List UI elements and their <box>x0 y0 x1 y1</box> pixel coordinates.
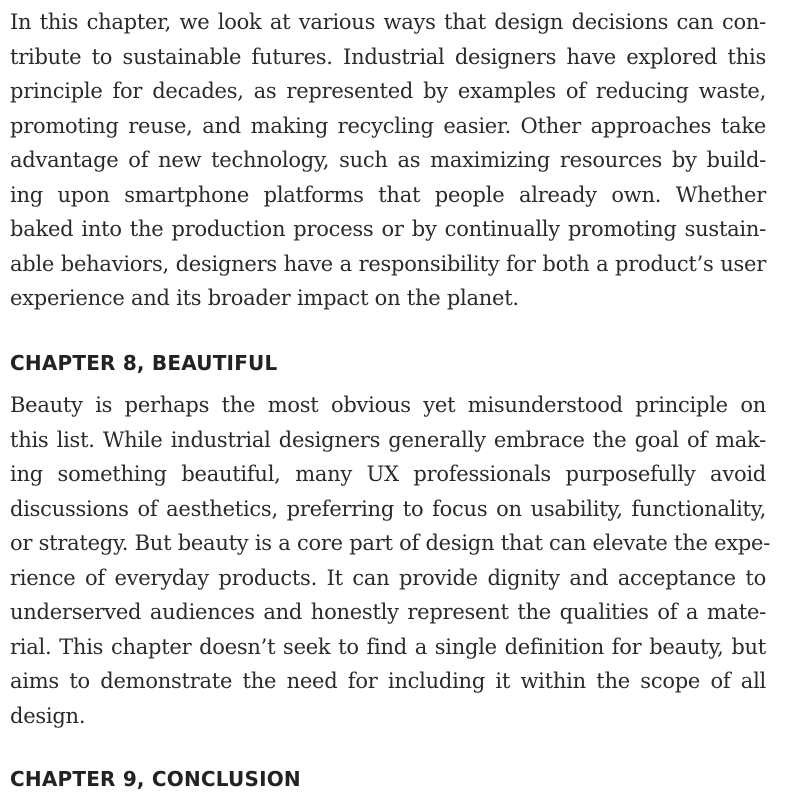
text-line: discussions of aesthetics, preferring to focus on usability, functionality, <box>10 496 766 521</box>
text-line: baked into the production process or by continually promoting sustain- <box>10 217 766 241</box>
chapter-8-heading: CHAPTER 8, BEAUTIFUL <box>10 351 278 375</box>
text-line: In this chapter, we look at various ways that design decisions can con- <box>10 10 766 34</box>
text-line: advantage of new technology, such as maximizing resources by build- <box>10 148 766 172</box>
text-line: Beauty is perhaps the most obvious yet misunderstood principle on <box>10 393 766 417</box>
intro-paragraph <box>10 5 766 316</box>
text-line: ing upon smartphone platforms that people already own. Whether <box>10 182 766 207</box>
text-line: tribute to sustainable futures. Industrial designers have explored this <box>10 44 766 69</box>
text-line: able behaviors, designers have a responsibility for both a product’s user <box>10 251 766 276</box>
text-line: underserved audiences and honestly represent the qualities of a mate- <box>10 600 766 624</box>
text-line: or strategy. But beauty is a core part of design that can elevate the expe- <box>10 531 771 555</box>
text-line: rial. This chapter doesn’t seek to find a single definition for beauty, but <box>10 634 766 659</box>
text-line: experience and its broader impact on the planet. <box>10 286 519 310</box>
text-line: principle for decades, as represented by examples of reducing waste, <box>10 79 766 103</box>
text-line: rience of everyday products. It can provide dignity and acceptance to <box>10 565 766 590</box>
text-line: ing something beautiful, many UX professionals purposefully avoid <box>10 462 766 486</box>
text-line: design. <box>10 703 86 728</box>
text-line: promoting reuse, and making recycling easier. Other approaches take <box>10 113 766 138</box>
text-line: aims to demonstrate the need for including it within the scope of all <box>10 669 766 693</box>
chapter-8-paragraph <box>10 388 771 733</box>
text-line: this list. While industrial designers generally embrace the goal of mak- <box>10 427 766 452</box>
chapter-9-heading: CHAPTER 9, CONCLUSION <box>10 767 301 791</box>
